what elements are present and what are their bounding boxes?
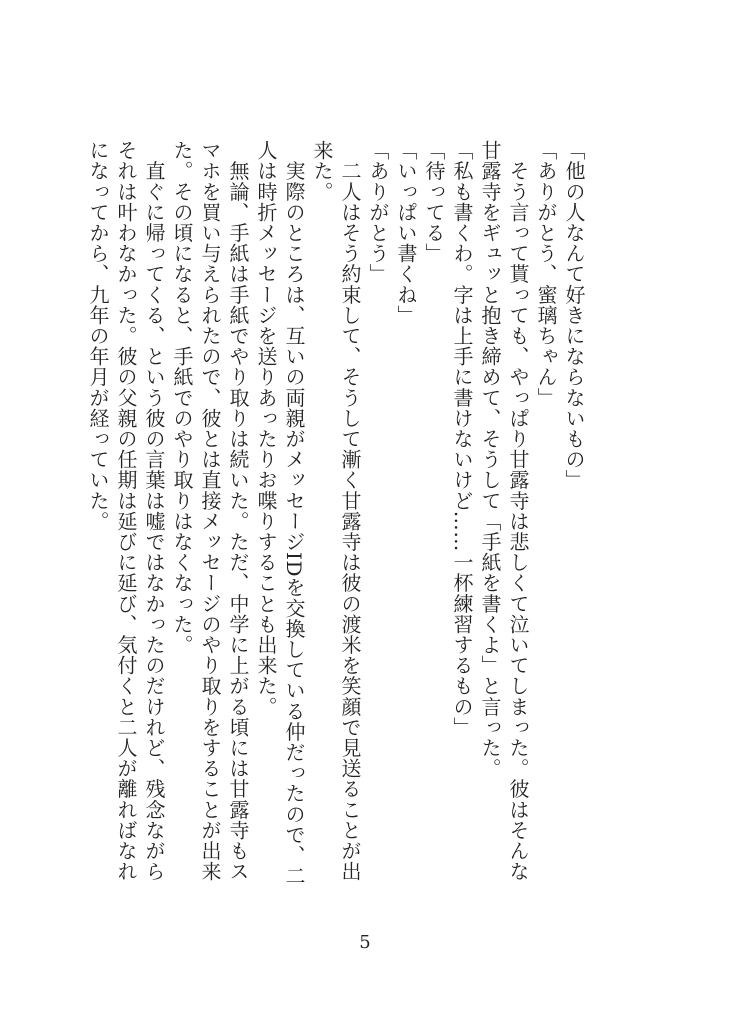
- text-line: 来た。: [310, 140, 334, 202]
- text-line: 「いっぱい書くね」: [394, 140, 418, 326]
- text-line: 人は時折メッセージを送りあったりお喋りすることも出来た。: [254, 140, 278, 717]
- text-line: 「他の人なんて好きにならないもの」: [562, 140, 586, 491]
- text-line: 「私も書くわ。字は上手に書けないけど……一杯練習するもの」: [450, 140, 474, 738]
- text-line: 「ありがとう、蜜璃ちゃん」: [534, 140, 558, 408]
- text-line: 「ありがとう」: [366, 140, 390, 285]
- text-line: 直ぐに帰ってくる、という彼の言葉は嘘ではなかったのだけれど、残念ながら: [142, 140, 166, 882]
- text-line: になってから、九年の年月が経っていた。: [86, 140, 110, 532]
- vertical-text-body: [86, 140, 588, 920]
- text-line: た。その頃になると、手紙でのやり取りはなくなった。: [170, 140, 194, 655]
- text-line: マホを買い与えられたので、彼とは直接メッセージのやり取りをすることが出来: [198, 140, 222, 882]
- text-line: それは叶わなかった。彼の父親の任期は延びに延び、気付くと二人が離ればなれ: [114, 140, 138, 882]
- text-line: 無論、手紙は手紙でやり取りは続いた。ただ、中学に上がる頃には甘露寺もス: [226, 140, 250, 882]
- text-line: 甘露寺をギュッと抱き締めて、そうして「手紙を書くよ」と言った。: [478, 140, 502, 779]
- page-number: 5: [359, 932, 371, 953]
- text-line: 「待ってる」: [422, 140, 446, 264]
- text-line: 二人はそう約束して、そうして漸く甘露寺は彼の渡米を笑顔で見送ることが出: [338, 140, 362, 882]
- text-line: 実際のところは、互いの両親がメッセージIDを交換している仲だったので、二: [282, 140, 306, 887]
- text-line: そう言って貰っても、やっぱり甘露寺は悲しくて泣いてしまった。彼はそんな: [506, 140, 530, 882]
